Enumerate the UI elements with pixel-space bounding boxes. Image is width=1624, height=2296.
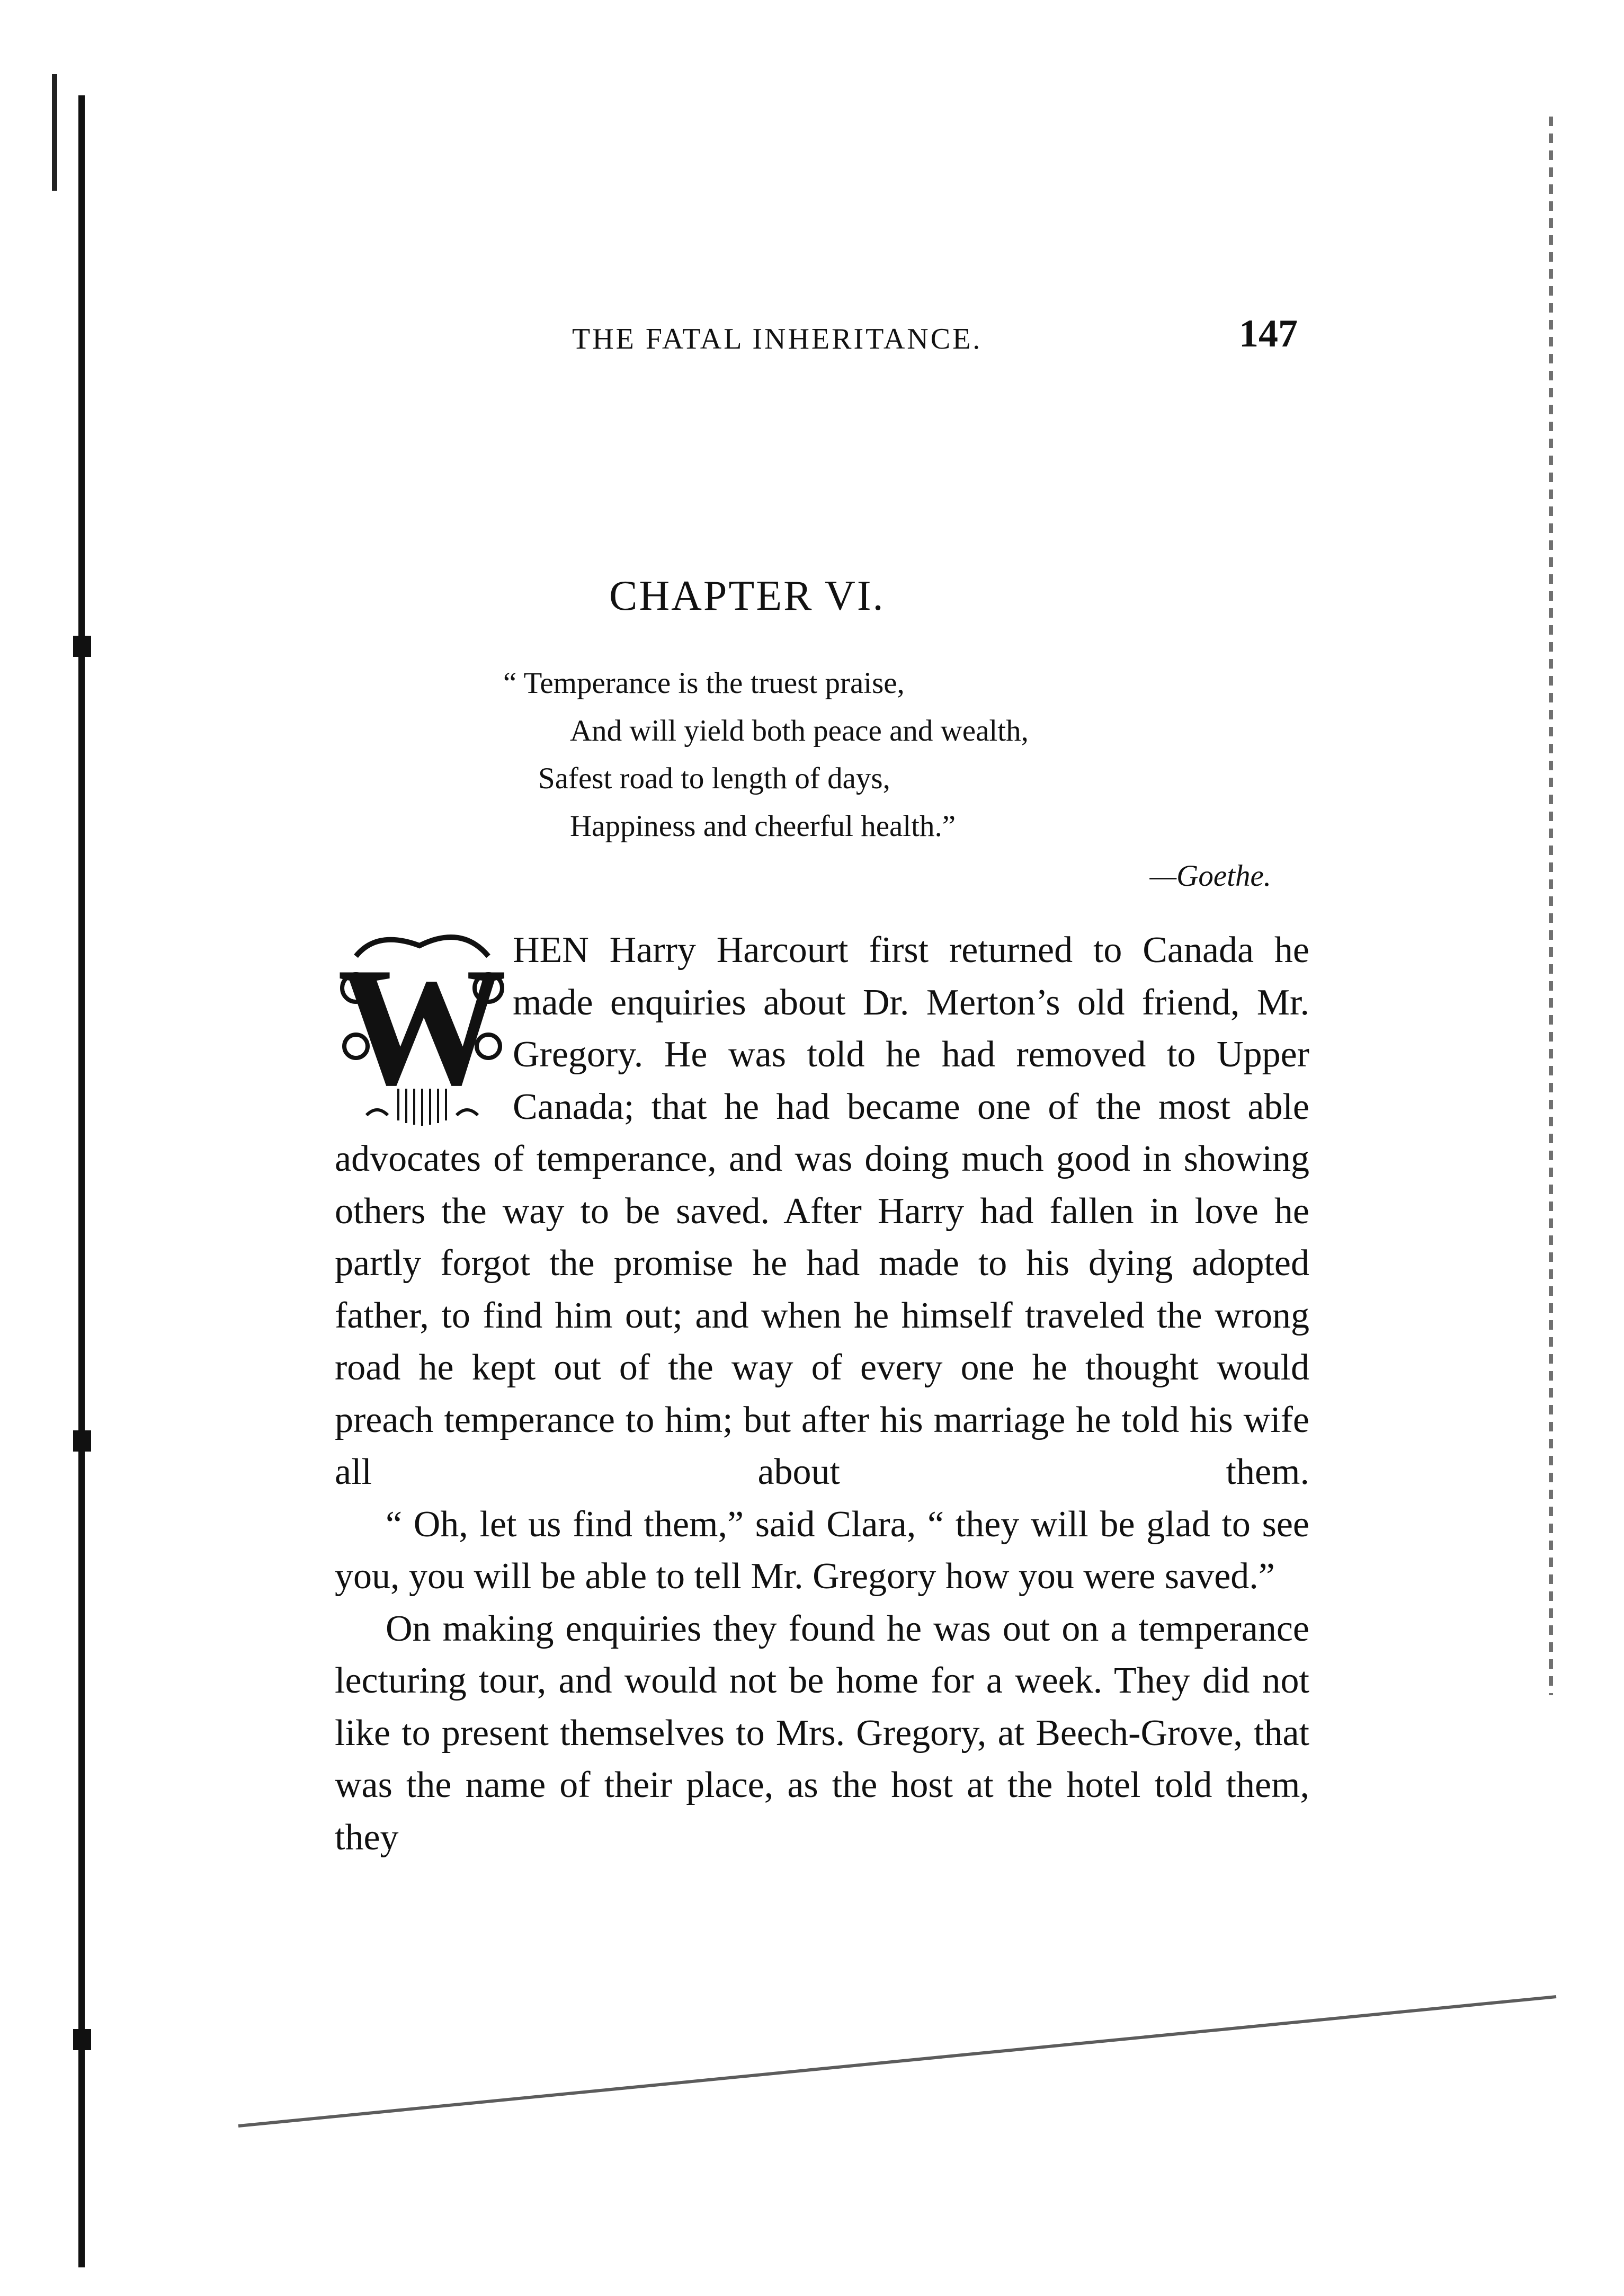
paragraph [335,924,1309,1499]
epigraph-attribution: —Goethe. [1149,859,1271,893]
epigraph-line: Safest road to length of days, [538,762,890,795]
page-header [572,312,1298,359]
binding-mark [73,636,91,657]
paragraph: “ Oh, let us find them,” said Clara, “ they will be glad to see you, you will be able to tell Mr. Gregory how you were saved.” [335,1503,1309,1597]
binding-mark [73,1430,91,1452]
binding-mark [73,2029,91,2050]
scan-edge-mark [52,74,57,191]
chapter-title: CHAPTER VI. [609,573,885,619]
scan-edge-right [1549,117,1553,1695]
scan-artifact-line [238,1995,1557,2128]
body-text [335,924,1309,1864]
epigraph-line: “ Temperance is the truest praise, [503,666,905,700]
epigraph-line: Happiness and cheerful health.” [570,809,956,843]
svg-text:W: W [337,933,507,1120]
ornamental-dropcap [335,924,510,1133]
page-number: 147 [1239,312,1298,355]
binding-edge-line [78,95,85,2267]
running-head: THE FATAL INHERITANCE. [572,323,983,355]
epigraph-line: And will yield both peace and wealth, [570,714,1029,747]
paragraph: On making enquiries they found he was out on a temperance lecturing tour, and would not be home for a week. They did not like to present themselves to Mrs. Gregory, at Beech-Grove, that was the name of their place, as the host at the hotel told them, they [335,1608,1309,1858]
paragraph-text: HEN Harry Harcourt first returned to Canada he made enquiries about Dr. Merton’s old friend, Mr. Gregory. He was told he had removed to Upper Canada; that he had became one of the most able advocates of temperance, and was doing much good in showing others the way to be saved. After Harry had fallen in love he partly forgot the promise he had made to his dying adopted father, to find him out; and when he himself traveled the wrong road he kept out of the way of every one he thought would preach temperance to him; but after his marriage he told his wife all about them. [335,930,1309,1492]
epigraph [503,660,1271,900]
